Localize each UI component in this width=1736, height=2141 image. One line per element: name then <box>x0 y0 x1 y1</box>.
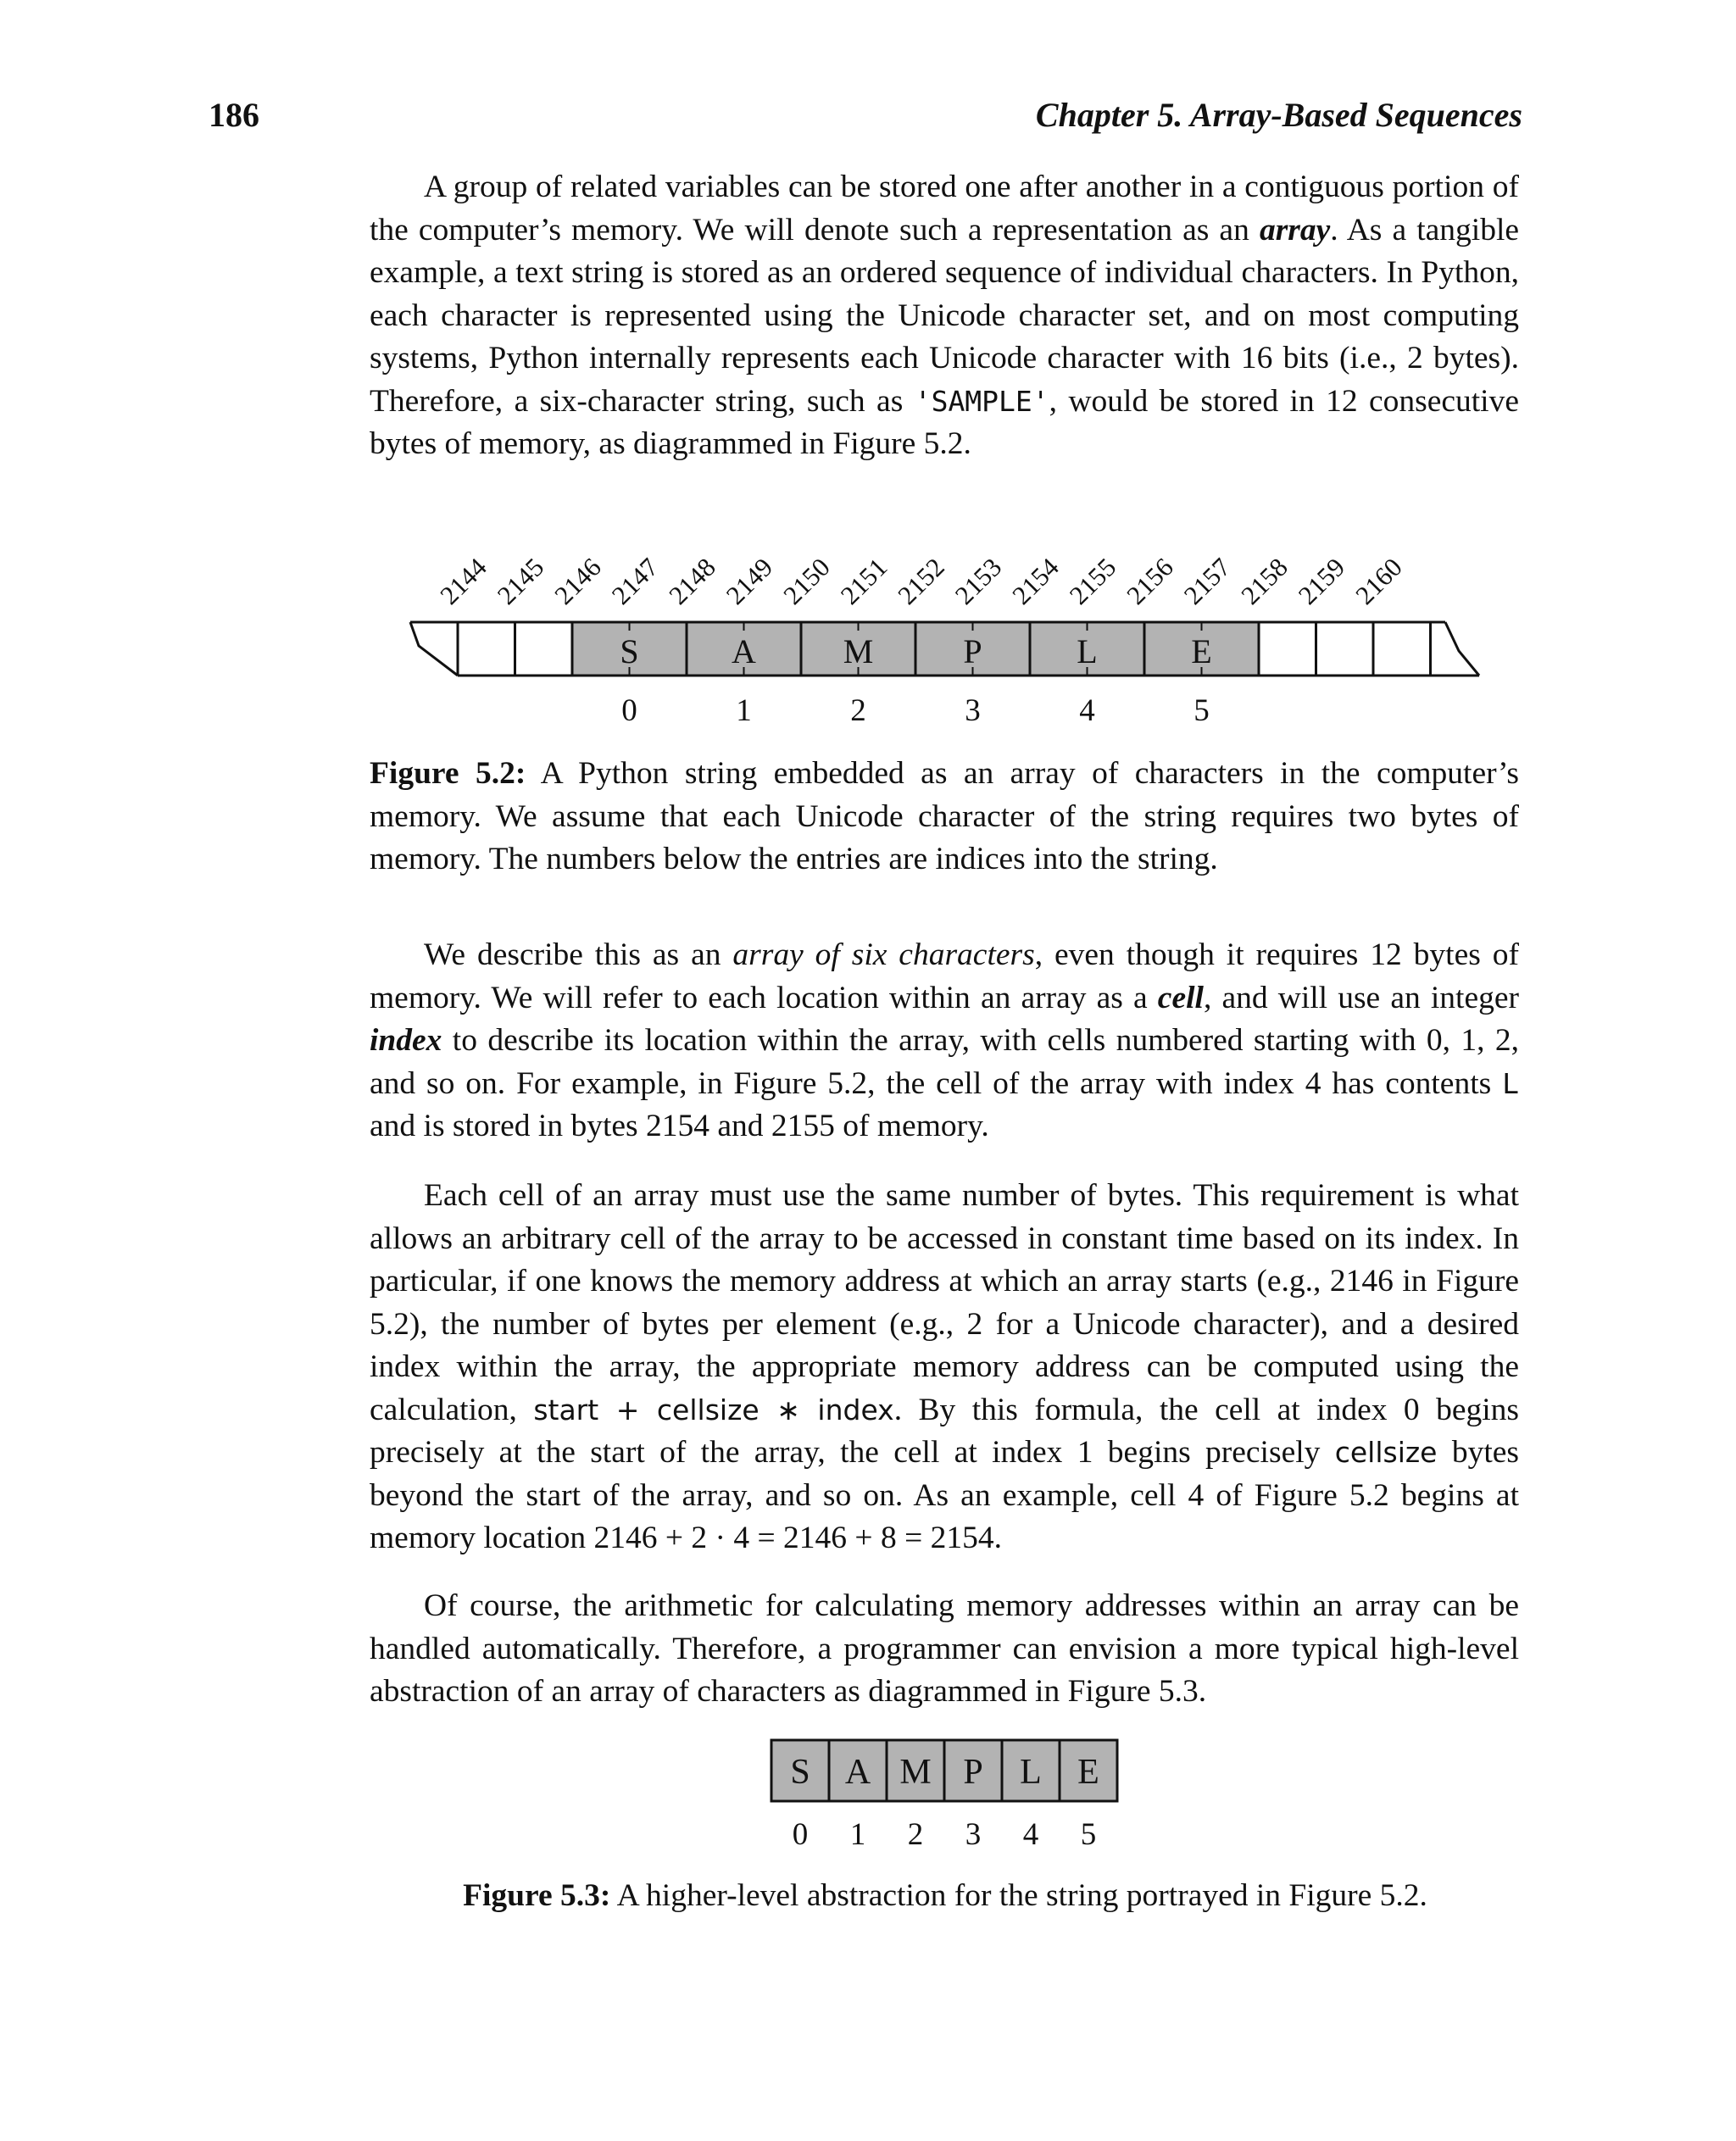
memory-index-label: 3 <box>965 693 981 728</box>
memory-index-label: 2 <box>850 693 866 728</box>
figure-5-3-array-diagram <box>771 1740 1117 1852</box>
memory-char-A: A <box>732 632 756 670</box>
array-index-label: 3 <box>965 1817 982 1852</box>
address-label: 2156 <box>1121 552 1179 610</box>
paragraph-1: A group of related variables can be stored one after another in a contiguous portion of the computer’s memory. We will denote such a representation as an array. As a tangible example, a text string is stored as an ordered sequence of individual characters. In Python, each character is represented using the Unicode character set, and on most computing systems, Python internally represents each Unicode character with 16 bits (i.e., 2 bytes). Therefore, a six-character string, such as 'SAMPLE', would be stored in 12 consecutive bytes of memory, as diagrammed in Figure 5.2. <box>370 170 1520 461</box>
memory-right-break <box>1445 622 1479 676</box>
memory-index-label: 4 <box>1079 693 1095 728</box>
paragraph-4: Of course, the arithmetic for calculating memory addresses within an array can be handled automatically. Therefore, a programmer can envision a more typical high-level abstraction of an array of characters as diagrammed in Figure 5.3. <box>370 1588 1519 1709</box>
array-char-S: S <box>790 1753 810 1792</box>
memory-index-label: 5 <box>1194 693 1210 728</box>
formula: start + cellsize ∗ index <box>533 1393 894 1426</box>
address-label: 2160 <box>1349 552 1408 610</box>
term-cell: cell <box>1157 980 1204 1015</box>
chapter-title: Chapter 5. Array-Based Sequences <box>1035 96 1522 134</box>
term-index: index <box>370 1023 442 1058</box>
paragraph-2: We describe this as an array of six characters, even though it requires 12 bytes of memory. We will refer to each location within an array as a cell, and will use an integer index to describe its location within the array, with cells numbered starting with 0, 1, 2, and so on. For example, in Figure 5.2, the cell of the array with index 4 has contents L and is stored in bytes 2154 and 2155 of memory. <box>370 937 1519 1143</box>
code-l: L <box>1502 1066 1519 1100</box>
figure-5-3-label: Figure 5.3: <box>463 1878 611 1913</box>
array-index-label: 5 <box>1080 1817 1097 1852</box>
address-label: 2153 <box>949 552 1008 610</box>
array-char-M: M <box>899 1753 932 1792</box>
memory-char-M: M <box>843 632 874 670</box>
array-index-label: 2 <box>907 1817 924 1852</box>
array-index-label: 4 <box>1022 1817 1039 1852</box>
code-sample: 'SAMPLE' <box>914 384 1049 418</box>
cellsize-term: cellsize <box>1334 1436 1438 1469</box>
address-label: 2150 <box>777 552 836 610</box>
array-index-label: 1 <box>849 1817 866 1852</box>
memory-char-L: L <box>1077 632 1098 670</box>
address-label: 2151 <box>834 552 893 610</box>
address-label: 2145 <box>491 552 550 610</box>
memory-char-P: P <box>963 632 982 670</box>
address-label: 2155 <box>1063 552 1122 610</box>
array-char-P: P <box>963 1753 983 1792</box>
array-char-E: E <box>1077 1753 1099 1792</box>
address-label: 2146 <box>548 552 607 610</box>
figure-5-2-label: Figure 5.2: <box>370 756 526 791</box>
term-array-of-six-characters: array of six characters <box>732 937 1035 972</box>
figure-5-3-caption: Figure 5.3: A higher-level abstraction for the string portrayed in Figure 5.2. <box>463 1878 1427 1913</box>
page-number: 186 <box>209 96 259 134</box>
memory-index-label: 0 <box>621 693 637 728</box>
memory-left-break <box>410 622 458 676</box>
address-label: 2148 <box>663 552 721 610</box>
address-label: 2159 <box>1292 552 1351 610</box>
memory-char-E: E <box>1191 632 1212 670</box>
memory-char-S: S <box>620 632 639 670</box>
array-char-A: A <box>844 1753 871 1792</box>
array-char-L: L <box>1020 1753 1042 1792</box>
paragraph-3: Each cell of an array must use the same number of bytes. This requirement is what allows an arbitrary cell of the array to be accessed in constant time based on its index. In particular, if one knows the memory address at which an array starts (e.g., 2146 in Figure 5.2), the number of bytes per element (e.g., 2 for a Unicode character), and a desired index within the array, the appropriate memory address can be computed using the calculation, start + cellsize ∗ index. By this formula, the cell at index 0 begins precisely at the start of the array, the cell at index 1 begins precisely cellsize bytes beyond the start of the array, and so on. As an example, cell 4 of Figure 5.2 begins at memory location 2146 + 2 · 4 = 2146 + 8 = 2154. <box>370 1178 1519 1555</box>
figure-5-2-caption: Figure 5.2: A Python string embedded as an array of characters in the computer’s memory. We assume that each Unicode character of the string requires two bytes of memory. The numbers below the entries are indices into the string. <box>370 756 1519 876</box>
address-label: 2152 <box>892 552 950 610</box>
address-label: 2154 <box>1006 552 1065 610</box>
address-label: 2157 <box>1177 552 1237 610</box>
array-index-label: 0 <box>792 1817 809 1852</box>
address-label: 2144 <box>434 552 492 610</box>
term-array: array <box>1259 212 1331 247</box>
address-label: 2149 <box>720 552 779 610</box>
address-label: 2158 <box>1235 552 1294 610</box>
address-label: 2147 <box>605 552 665 610</box>
memory-index-label: 1 <box>736 693 752 728</box>
